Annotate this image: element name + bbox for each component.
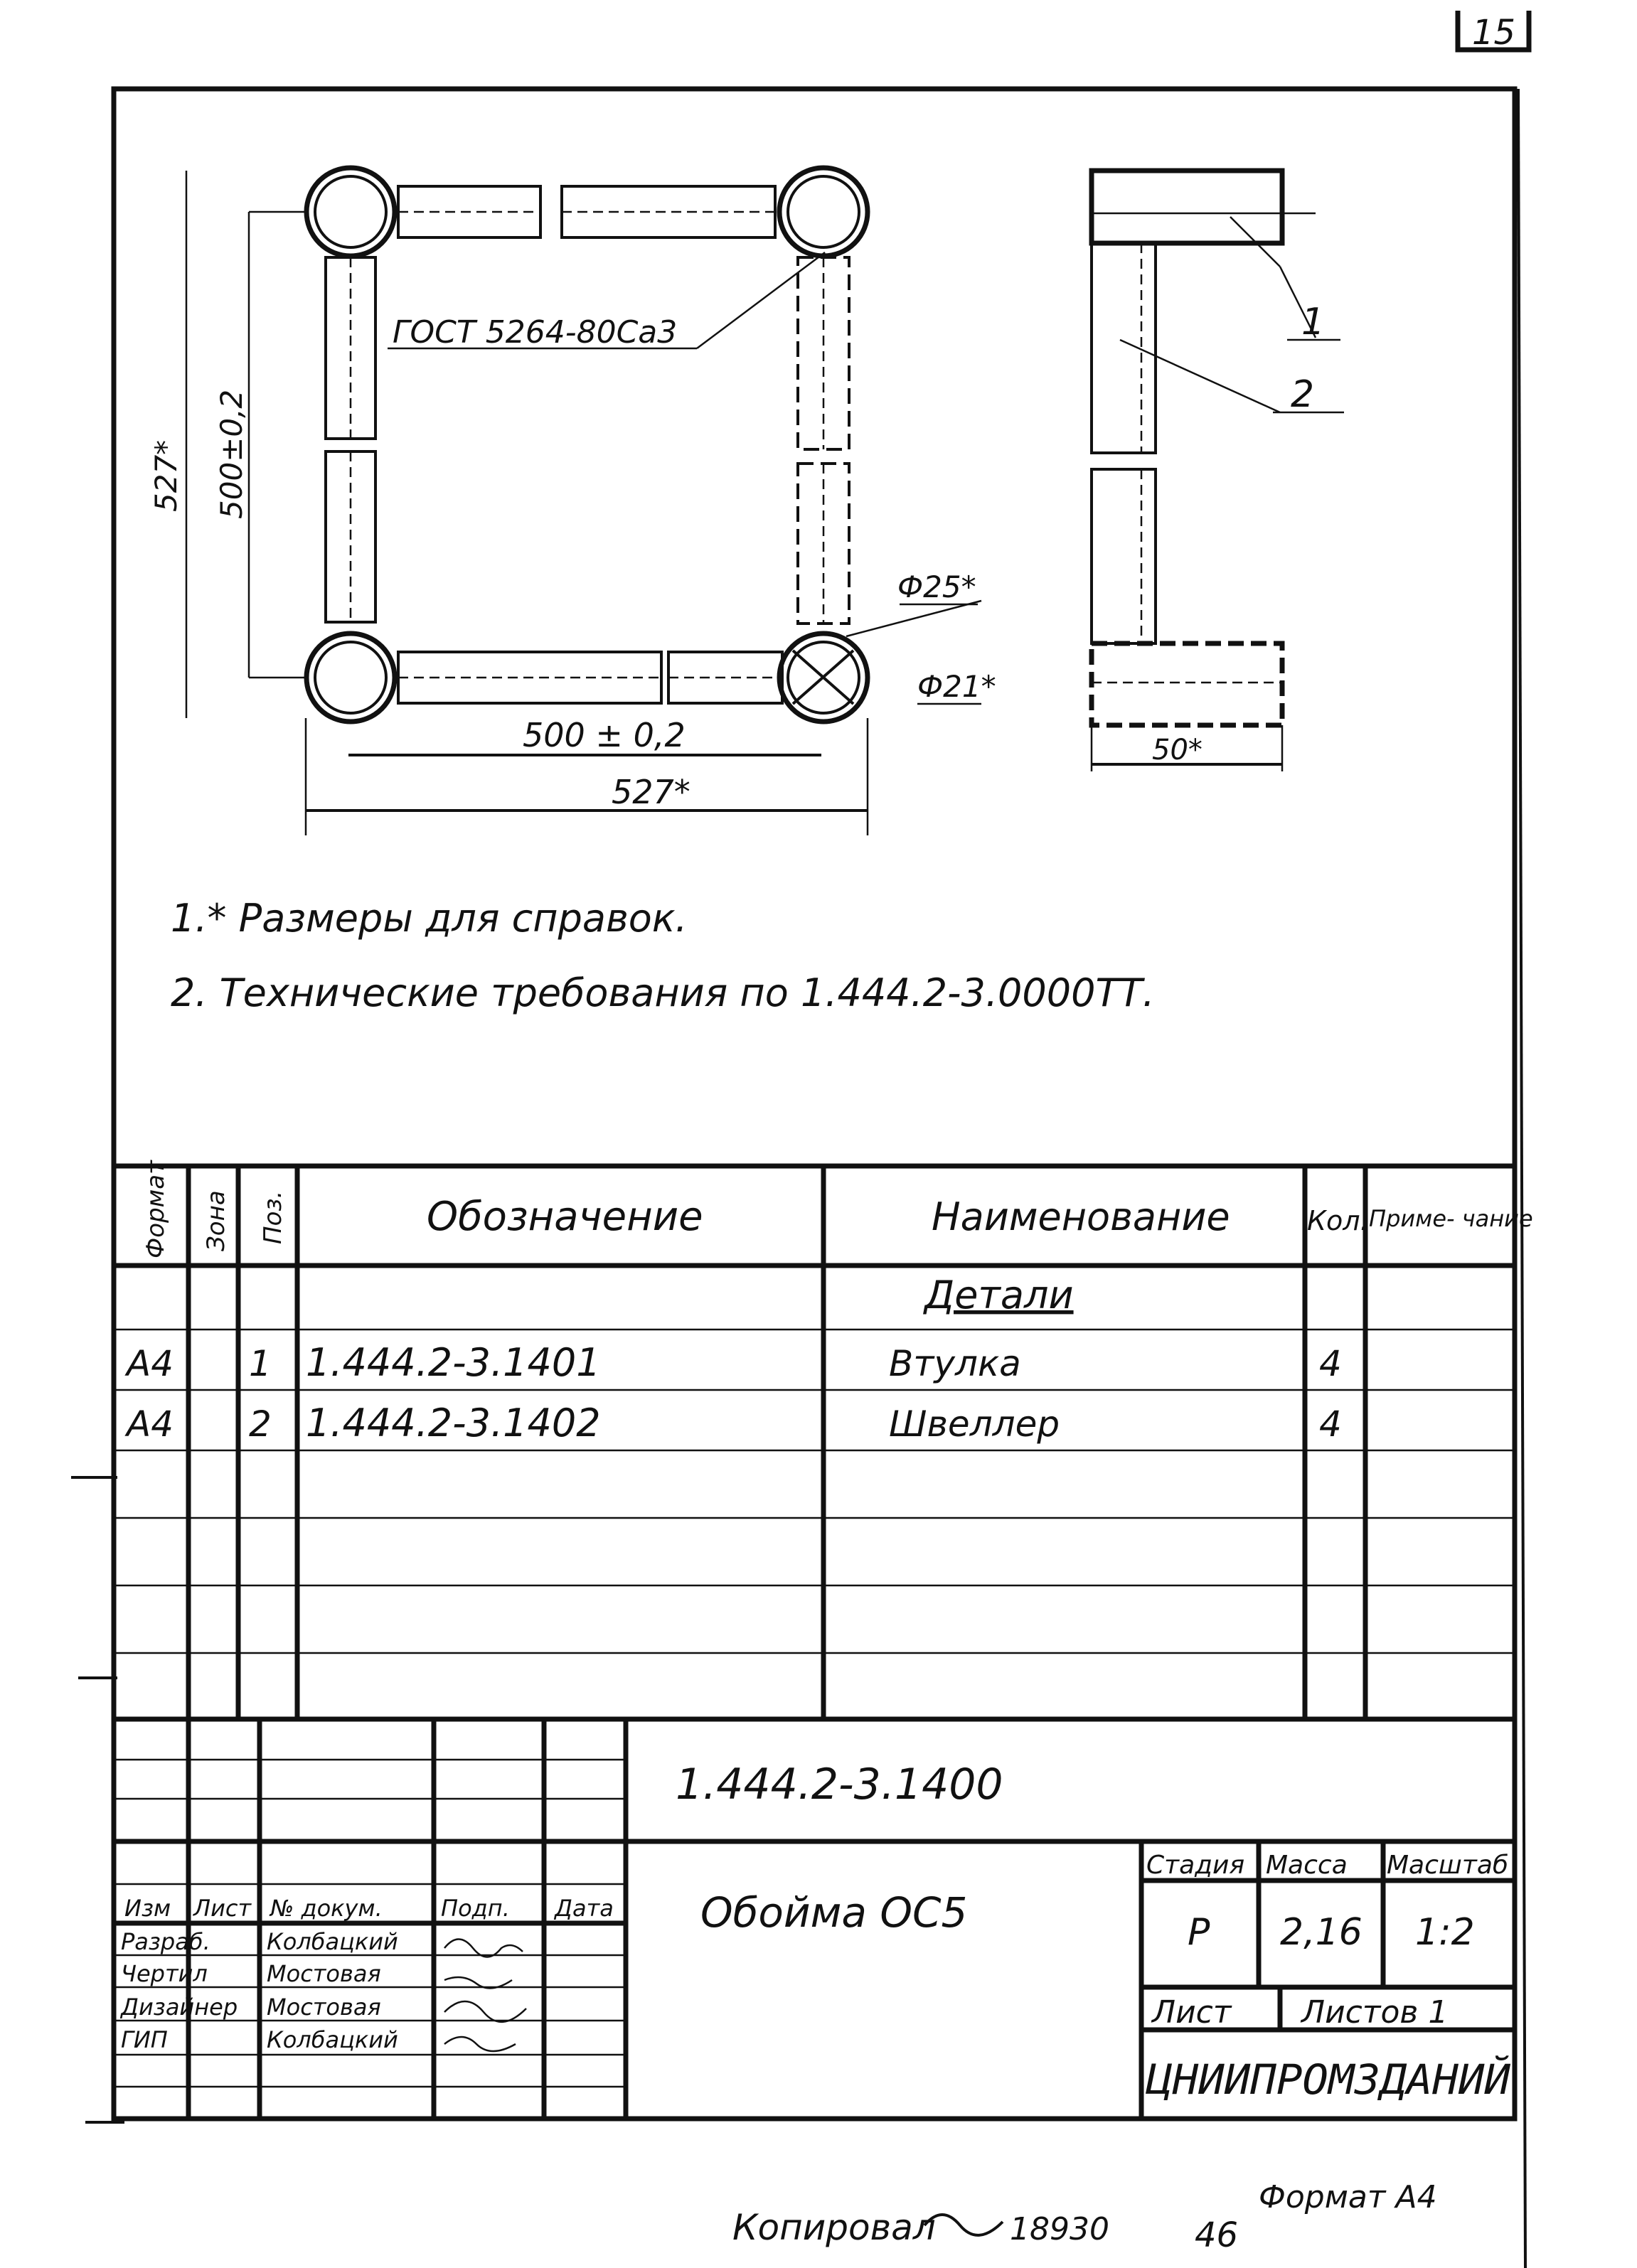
side-channel-bottom xyxy=(1092,643,1282,725)
footer-copied: Копировал xyxy=(732,2207,936,2248)
label-mass: Масса xyxy=(1266,1851,1348,1880)
label-stage: Стадия xyxy=(1146,1851,1245,1880)
dim-channel-width: 50* xyxy=(1152,734,1203,766)
frame-edge-line xyxy=(1518,89,1525,2268)
row-pos: 2 xyxy=(249,1403,272,1445)
bushing-bottom-left xyxy=(306,633,395,722)
value-stage: Р xyxy=(1188,1911,1210,1954)
bushing-top-left xyxy=(306,168,395,256)
doc-name: Обойма ОС5 xyxy=(700,1888,968,1937)
weld-standard-label: ГОСТ 5264-80Са3 xyxy=(393,314,678,351)
footer-number: 18930 xyxy=(1010,2211,1109,2247)
position-leader-1: 1 xyxy=(1301,301,1326,343)
value-mass: 2,16 xyxy=(1280,1911,1363,1954)
header-note: Приме- чание xyxy=(1369,1205,1533,1232)
dim-side-reference: 527* xyxy=(149,439,183,512)
diameter-outer: Ф25* xyxy=(897,569,976,604)
name-developer: Колбацкий xyxy=(267,1928,398,1955)
col-header-sign: Подп. xyxy=(441,1895,510,1922)
row-name: Швеллер xyxy=(889,1403,1060,1445)
footer-format: Формат А4 xyxy=(1259,2179,1437,2215)
header-format: Формат xyxy=(142,1160,170,1258)
diameter-inner: Ф21* xyxy=(917,669,996,704)
note-2: 2. Технические требования по 1.444.2-3.0000ТТ. xyxy=(171,970,1155,1015)
position-leader-2: 2 xyxy=(1291,373,1315,416)
name-gip: Колбацкий xyxy=(267,2026,398,2053)
role-designer: Дизайнер xyxy=(121,1994,238,2021)
sheet-number: 15 xyxy=(1472,13,1516,53)
row-format: А4 xyxy=(127,1403,174,1445)
dim-bottom-reference: 527* xyxy=(612,773,690,811)
label-scale: Масштаб xyxy=(1387,1851,1509,1880)
header-zone: Зона xyxy=(202,1190,230,1251)
header-qty: Кол. xyxy=(1307,1205,1369,1236)
title-block xyxy=(114,1719,1515,2119)
table-row xyxy=(124,1340,1342,1385)
row-pos: 1 xyxy=(249,1343,272,1384)
frame-side-view xyxy=(1092,171,1344,771)
channel-left-top xyxy=(326,257,375,439)
bushing-bottom-right xyxy=(779,633,868,722)
role-drafter: Чертил xyxy=(121,1960,208,1987)
doc-number: 1.444.2-3.1400 xyxy=(676,1760,1003,1809)
row-designation: 1.444.2-3.1401 xyxy=(306,1340,601,1385)
copier-signature xyxy=(924,2215,1003,2235)
table-row xyxy=(124,1401,1342,1445)
header-designation: Обозначение xyxy=(427,1194,703,1240)
row-qty: 4 xyxy=(1319,1403,1342,1445)
row-designation: 1.444.2-3.1402 xyxy=(306,1401,601,1445)
dim-bottom: 500 ± 0,2 xyxy=(523,716,686,754)
name-designer: Мостовая xyxy=(267,1994,381,2021)
header-pos: Поз. xyxy=(259,1190,287,1244)
note-1: 1.* Размеры для справок. xyxy=(171,896,688,941)
bushing-top-right xyxy=(779,168,868,256)
label-sheet: Лист xyxy=(1152,1994,1232,2031)
row-qty: 4 xyxy=(1319,1343,1342,1384)
row-format: А4 xyxy=(127,1343,174,1384)
col-header-izm: Изм xyxy=(124,1895,171,1922)
header-name: Наименование xyxy=(932,1194,1230,1239)
footer xyxy=(732,2179,1437,2255)
name-drafter: Мостовая xyxy=(267,1960,381,1987)
row-name: Втулка xyxy=(889,1343,1021,1384)
role-developer: Разраб. xyxy=(121,1928,210,1955)
organization-name: ЦНИИПРОМЗДАНИЙ xyxy=(1146,2055,1494,2104)
specification-table xyxy=(114,1160,1533,1719)
side-channel-top xyxy=(1092,171,1282,243)
label-sheets: Листов 1 xyxy=(1301,1994,1449,2031)
col-header-doc: № докум. xyxy=(270,1895,383,1922)
col-header-list: Лист xyxy=(193,1895,252,1922)
footer-sub: 46 xyxy=(1195,2215,1239,2255)
sheet-number-box xyxy=(1458,11,1529,53)
frame-plan-view xyxy=(149,168,996,835)
section-title: Детали xyxy=(924,1273,1074,1317)
col-header-date: Дата xyxy=(555,1895,614,1922)
value-scale: 1:2 xyxy=(1415,1911,1475,1954)
dim-side: 500±0,2 xyxy=(214,389,249,519)
role-gip: ГИП xyxy=(121,2026,168,2053)
